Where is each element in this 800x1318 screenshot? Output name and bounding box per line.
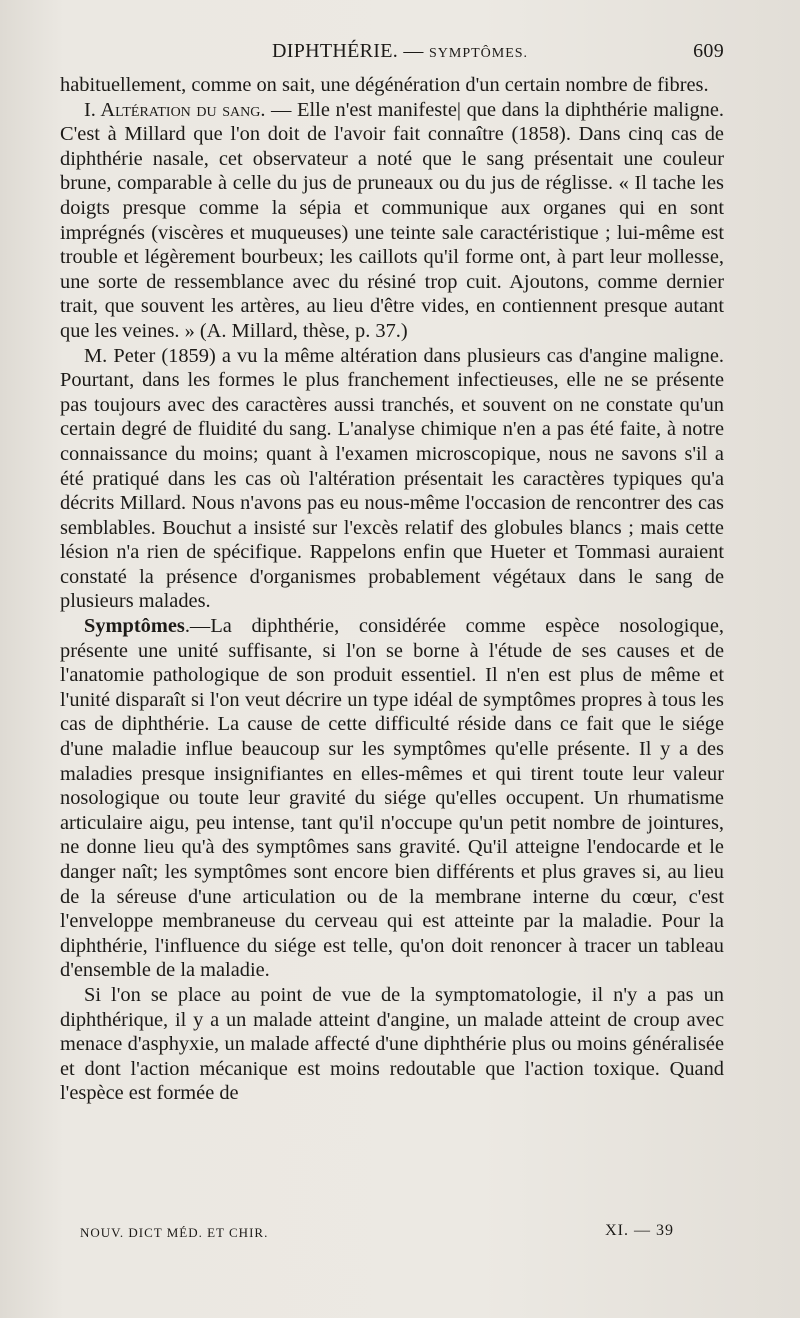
footer-signature: NOUV. DICT MÉD. ET CHIR. [80,1225,269,1240]
main-text [60,73,724,1106]
paragraph-continuation [60,73,724,98]
paragraph-text: .—La diphthérie, considérée comme espèce nosologique, présente une unité suffisante, si l'on se borne à l'étude de ses causes et de l'anatomie pathologique de son produit essentiel. Il n'en est plus de même et l'unité disparaît si l'on veut décrire un type idéal de symptômes propres à tous les cas de diphthérie. La cause de cette difficulté réside dans ce fait que le siége d'une maladie influe beaucoup sur les symptômes qu'elle présente. Il y a des maladies presque insignifiantes en elles-mêmes et qui tirent toute leur valeur nosologique ou toute leur gravité du siége qu'elles occupent. Un rhumatisme articulaire aigu, peu intense, tant qu'il n'occupe qu'un petit nombre de jointures, ne donne lieu qu'à des symptômes sans gravité. Qu'il atteigne l'endocarde et le danger naît; les symptômes sont encore bien différents et plus graves si, au lieu de la séreuse d'une articulation ou de la membrane interne du cœur, c'est l'enveloppe membraneuse du cerveau qui est atteinte par la maladie. Pour la diphthérie, l'influence du siége est telle, qu'on doit renoncer à tracer un tableau d'ensemble de la maladie. [60,615,724,982]
running-title-main: DIPHTHÉRIE. — [272,40,429,62]
running-title-section: SYMPTÔMES. [428,46,529,61]
section-heading-blood: I. Altération du sang. [84,98,266,121]
paragraph-text: — Elle n'est manifeste| que dans la diphthérie maligne. C'est à Millard que l'on doit de l'avoir fait connaître (1858). Dans cinq cas de diphthérie nasale, cet observateur a noté que le sang présentait une couleur brune, comparable à celle du jus de pruneaux ou du jus de réglisse. « Il tache les doigts presque comme la sépia et communique aux organes qui en sont imprégnés (viscères et muqueuses) une teinte sale caractéristique ; lui-même est trouble et légèrement bourbeux; les caillots qu'il forme ont, à part leur mollesse, une sorte de ressemblance avec du résiné trop cuit. Ajoutons, comme dernier trait, que souvent les artères, au lieu d'être vides, en contiennent presque autant que les veines. » (A. Millard, thèse, p. 37.) [60,98,724,342]
paragraph-text: Si l'on se place au point de vue de la symptomatologie, il n'y a pas un diphthérique, il y a un malade atteint d'angine, un malade atteint de croup avec menace d'asphyxie, un malade affecté d'une diphthérie plus ou moins généralisée et dont l'action mécanique est moins redoutable que l'action toxique. Quand l'espèce est formée de [60,983,724,1105]
paragraph-symptoms [60,614,724,983]
paragraph-symptomatology [60,983,724,1106]
paragraph-text: M. Peter (1859) a vu la même altération dans plusieurs cas d'angine maligne. Pourtant, dans les formes le plus franchement infectieuses, elle ne se présente pas toujours avec des caractères aussi tranchés, et souvent on ne constate qu'un certain degré de fluidité du sang. L'analyse chimique n'en a pas été faite, à notre connaissance du moins; quant à l'examen microscopique, nous ne savons s'il a été pratiqué dans les cas où l'altération présentait les caractères typiques qu'a décrits Millard. Nous n'avons pas eu nous-même l'occasion de rencontrer des cas semblables. Bouchut a insisté sur l'excès relatif des globules blancs ; mais cette lésion n'a rien de spécifique. Rappelons enfin que Hueter et Tommasi auraient constaté la présence d'organismes probablement végétaux dans le sang de plusieurs malades. [60,344,724,613]
footer-volume-sheet: XI. — 39 [605,1222,674,1239]
paragraph-blood-alteration [60,98,724,344]
page-number: 609 [693,40,724,62]
page-footer [60,1222,724,1244]
section-heading-symptoms: Symptômes [84,615,185,638]
running-header [60,40,724,66]
paragraph-text: habituellement, comme on sait, une dégénération d'un certain nombre de fibres. [60,74,709,96]
paragraph-peter [60,344,724,615]
running-title [272,40,528,63]
